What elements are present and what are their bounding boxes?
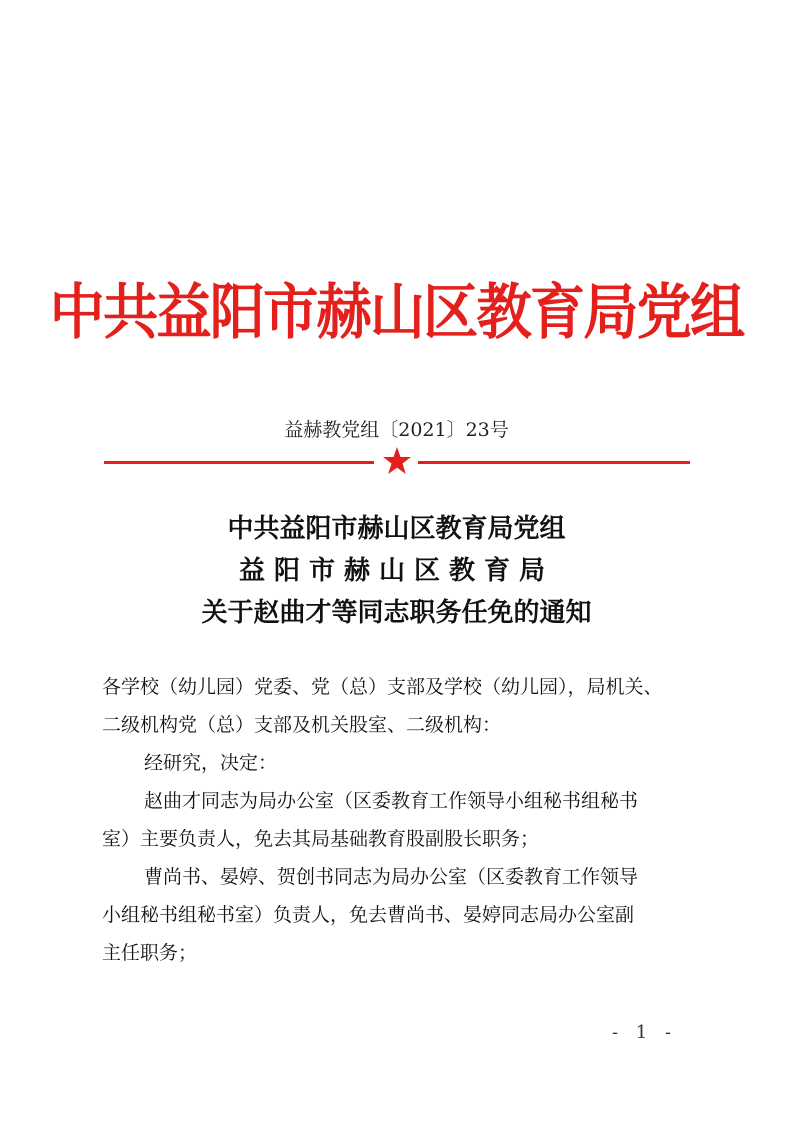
addressee-line-2: 二级机构党（总）支部及机关股室、二级机构： [102,714,502,736]
red-divider-left [104,461,374,464]
paragraph-appointment-2-line-2: 小组秘书组秘书室）负责人，免去曹尚书、晏婷同志局办公室副 [102,904,635,926]
paragraph-appointment-2-line-3: 主任职务； [102,942,198,964]
paragraph-decision: 经研究，决定： [144,752,278,774]
title-line-2: 益阳市赫山区教育局 [238,556,554,586]
document-title [0,508,793,634]
paragraph-appointment-1-line-2: 室）主要负责人，免去其局基础教育股副股长职务； [102,828,540,850]
document-body [102,668,702,972]
title-line-3: 关于赵曲才等同志职务任免的通知 [201,598,592,628]
paragraph-appointment-2-line-1: 曹尚书、晏婷、贺创书同志为局办公室（区委教育工作领导 [144,866,639,888]
addressee-line-1: 各学校（幼儿园）党委、党（总）支部及学校（幼儿园），局机关、 [102,676,663,698]
red-divider-right [418,461,690,464]
paragraph-appointment-1-line-1: 赵曲才同志为局办公室（区委教育工作领导小组秘书组秘书 [144,790,639,812]
issuer-masthead: 中共益阳市赫山区教育局党组 [49,278,744,348]
star-icon [382,446,412,476]
page-number: - 1 - [612,1022,678,1043]
document-number: 益赫教党组〔2021〕23号 [284,419,509,441]
title-line-1: 中共益阳市赫山区教育局党组 [227,514,566,544]
